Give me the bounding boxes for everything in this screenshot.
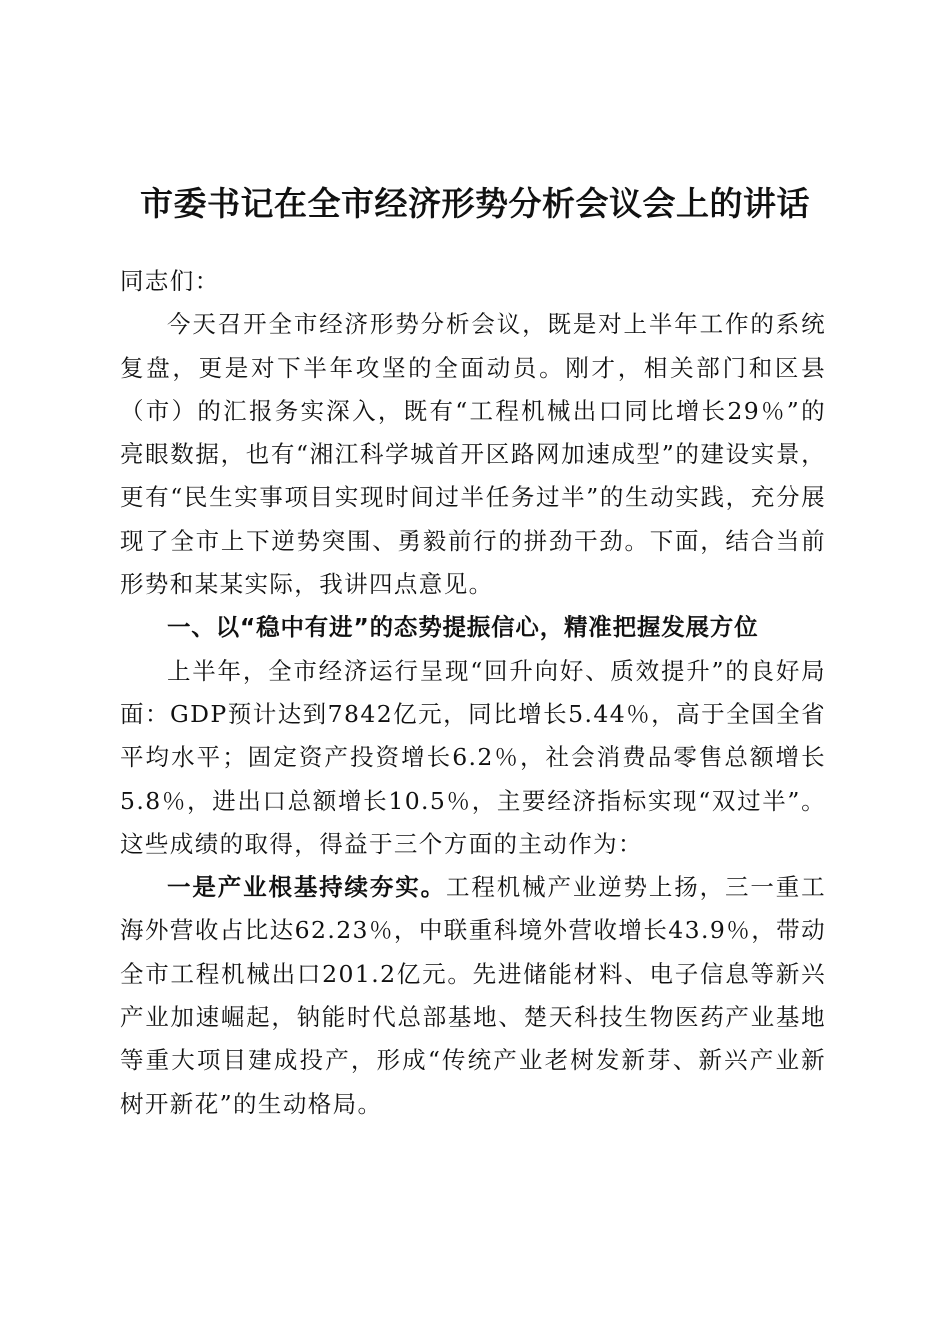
point-one-paragraph (120, 866, 826, 1126)
point-one-text: 工程机械产业逆势上扬，三一重工海外营收占比达62.23％，中联重科境外营收增长43.9％，带动全市工程机械出口201.2亿元。先进储能材料、电子信息等新兴产业加速崛起，钠能时代总部基地、楚天科技生物医药产业基地等重大项目建成投产，形成“传统产业老树发新芽、新兴产业新树开新花”的生动格局。 (120, 873, 827, 1118)
intro-paragraph: 今天召开全市经济形势分析会议，既是对上半年工作的系统复盘，更是对下半年攻坚的全面动员。刚才，相关部门和区县（市）的汇报务实深入，既有“工程机械出口同比增长29％”的亮眼数据，也有“湘江科学城首开区路网加速成型”的建设实景，更有“民生实事项目实现时间过半任务过半”的生动实践，充分展现了全市上下逆势突围、勇毅前行的拼劲干劲。下面，结合当前形势和某某实际，我讲四点意见。 (120, 310, 826, 599)
section-paragraph: 上半年，全市经济运行呈现“回升向好、质效提升”的良好局面：GDP预计达到7842亿元，同比增长5.44％，高于全国全省平均水平；固定资产投资增长6.2％，社会消费品零售总额增长5.8％，进出口总额增长10.5％，主要经济指标实现“双过半”。这些成绩的取得，得益于三个方面的主动作为： (120, 656, 826, 858)
document-body (120, 260, 826, 1126)
section-heading: 一、以“稳中有进”的态势提振信心，精准把握发展方位 (167, 613, 759, 642)
point-one-lead: 一是产业根基持续夯实。 (167, 873, 447, 902)
document-title: 市委书记在全市经济形势分析会议会上的讲话 (140, 184, 810, 223)
salutation: 同志们： (120, 267, 220, 295)
